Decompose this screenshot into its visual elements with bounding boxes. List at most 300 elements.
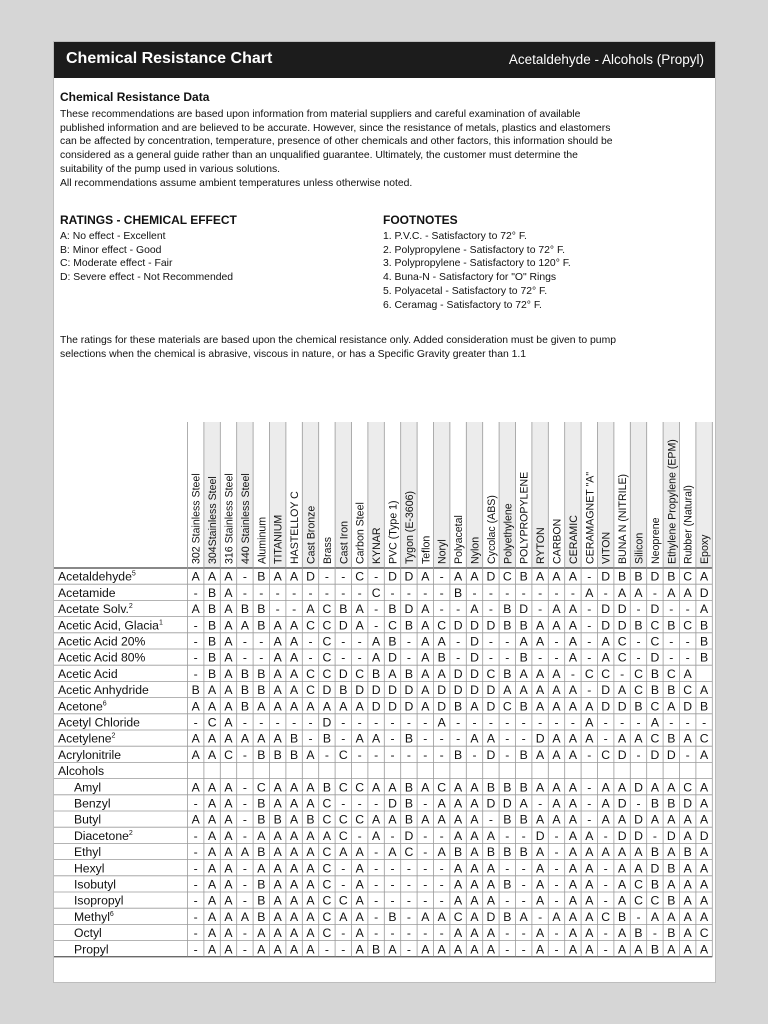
rating-cell: - (439, 893, 444, 908)
rating-cell: A (618, 926, 627, 941)
row-label: Acrylonitrile (58, 747, 121, 762)
rating-cell: A (585, 828, 594, 843)
rating-cell: - (554, 828, 559, 843)
rating-cell: - (341, 877, 346, 892)
row-label: Acetaldehyde$^5$ (58, 569, 136, 584)
rating-cell: - (341, 926, 346, 941)
rating-cell: B (306, 812, 315, 827)
rating-cell: C (666, 666, 676, 681)
rating-cell: A (224, 634, 233, 649)
footnote-ref: 6 (109, 910, 114, 918)
rating-cell: A (536, 618, 545, 633)
rating-cell: D (486, 569, 496, 584)
rating-cell: A (421, 569, 430, 584)
rating-cell: - (242, 893, 247, 908)
rating-cell: - (374, 602, 379, 617)
rating-cell: D (519, 602, 529, 617)
rating-cell: A (470, 812, 479, 827)
rating-cell: - (193, 926, 198, 941)
rating-cell: A (634, 861, 643, 876)
rating-cell: A (257, 699, 266, 714)
ratings-list (60, 230, 233, 285)
rating-cell: A (290, 699, 299, 714)
rating-cell: A (191, 602, 200, 617)
rating-cell: - (242, 926, 247, 941)
rating-cell: A (421, 650, 430, 665)
resistance-table-svg (54, 382, 715, 957)
rating-cell: A (224, 812, 233, 827)
rating-cell: A (683, 877, 692, 892)
rating-cell: D (486, 618, 496, 633)
rating-cell: B (257, 796, 266, 811)
rating-cell: A (536, 747, 545, 762)
intro-line: suitability of the pump used in various solutions. (60, 163, 281, 175)
rating-cell: B (454, 845, 463, 860)
rating-cell: - (259, 634, 264, 649)
rating-cell: A (536, 845, 545, 860)
rating-cell: - (439, 747, 444, 762)
rating-cell: A (568, 926, 577, 941)
rating-cell: - (570, 585, 575, 600)
rating-cell: - (521, 585, 526, 600)
rating-cell: - (357, 585, 362, 600)
rating-cell: D (486, 683, 496, 698)
rating-cell: B (667, 618, 676, 633)
rating-cell: A (224, 731, 233, 746)
footnote-item: 4. Buna-N - Satisfactory for "O" Rings (383, 272, 557, 284)
rating-cell: A (224, 569, 233, 584)
rating-cell: A (273, 634, 282, 649)
rating-cell: A (273, 877, 282, 892)
rating-cell: - (390, 893, 395, 908)
rating-cell: B (404, 796, 413, 811)
rating-cell: A (700, 569, 709, 584)
rating-cell: - (357, 650, 362, 665)
rating-cell: - (193, 877, 198, 892)
rating-cell: A (306, 861, 315, 876)
rating-cell: A (372, 731, 381, 746)
rating-cell: A (470, 699, 479, 714)
rating-cell: D (404, 828, 414, 843)
rating-cell: B (667, 569, 676, 584)
rating-cell: C (453, 909, 463, 924)
rating-cell: A (290, 812, 299, 827)
rating-cell: - (374, 796, 379, 811)
rating-cell: A (208, 893, 217, 908)
rating-cell: C (322, 893, 332, 908)
rating-cell: A (536, 942, 545, 957)
rating-cell: - (357, 634, 362, 649)
rating-cell: - (505, 893, 510, 908)
rating-cell: - (390, 585, 395, 600)
rating-cell: A (290, 780, 299, 795)
rating-cell: B (257, 666, 266, 681)
rating-cell: A (568, 893, 577, 908)
rating-cell: D (601, 569, 611, 584)
rating-cell: A (257, 828, 266, 843)
rating-cell: - (193, 845, 198, 860)
rating-cell: A (290, 877, 299, 892)
resistance-table (54, 382, 715, 957)
rating-cell: A (667, 812, 676, 827)
rating-cell: D (683, 796, 693, 811)
rating-cell: A (306, 926, 315, 941)
rating-cell: - (554, 926, 559, 941)
rating-cell: - (505, 650, 510, 665)
rating-cell: C (683, 618, 693, 633)
rating-cell: A (552, 683, 561, 698)
rating-cell: - (685, 650, 690, 665)
rating-cell: A (355, 731, 364, 746)
column-header: Polyacetal (453, 515, 466, 564)
rating-cell: A (552, 780, 561, 795)
rating-cell: - (702, 715, 707, 730)
rating-cell: B (290, 747, 299, 762)
rating-cell: C (650, 634, 660, 649)
rating-cell: A (700, 780, 709, 795)
rating-cell: B (257, 877, 266, 892)
rating-cell: A (585, 715, 594, 730)
ratings-note (60, 334, 616, 361)
rating-cell: A (224, 909, 233, 924)
rating-cell: - (554, 893, 559, 908)
rating-cell: A (552, 699, 561, 714)
rating-cell: A (585, 926, 594, 941)
rating-cell: - (439, 828, 444, 843)
rating-cell: A (700, 942, 709, 957)
rating-cell: A (290, 828, 299, 843)
rating-cell: A (290, 650, 299, 665)
rating-cell: B (404, 666, 413, 681)
rating-cell: A (454, 861, 463, 876)
row-label: Acetic Acid, Glacia$^1$ (58, 618, 163, 633)
rating-cell: - (242, 812, 247, 827)
rating-cell: A (634, 845, 643, 860)
row-label: Amyl (74, 780, 102, 795)
rating-cell: B (503, 812, 512, 827)
rating-cell: A (306, 845, 315, 860)
rating-cell: A (208, 796, 217, 811)
rating-cell: B (257, 893, 266, 908)
rating-cell: A (486, 877, 495, 892)
rating-cell: A (486, 828, 495, 843)
rating-cell: - (636, 909, 641, 924)
footnote-item: 6. Ceramag - Satisfactory to 72° F. (383, 299, 542, 311)
rating-cell: A (339, 909, 348, 924)
rating-cell: A (372, 780, 381, 795)
rating-cell: D (453, 666, 463, 681)
rating-cell: A (273, 893, 282, 908)
rating-cell: - (538, 602, 543, 617)
rating-cell: A (208, 683, 217, 698)
rating-cell: B (257, 845, 266, 860)
column-header: CERAMIC (567, 515, 580, 564)
rating-cell: D (322, 715, 332, 730)
rating-cell: A (273, 926, 282, 941)
rating-cell: A (519, 683, 528, 698)
rating-cell: - (505, 747, 510, 762)
row-label: Acetic Acid 20% (58, 634, 146, 649)
rating-cell: A (437, 812, 446, 827)
rating-cell: C (224, 747, 233, 762)
rating-cell: - (242, 747, 247, 762)
row-label: Acetamide (58, 585, 116, 600)
rating-cell: - (554, 634, 559, 649)
rating-cell: A (224, 618, 233, 633)
rating-cell: B (273, 812, 282, 827)
rating-cell: A (273, 569, 282, 584)
rating-cell: A (486, 893, 495, 908)
rating-cell: - (587, 747, 592, 762)
rating-cell: - (439, 731, 444, 746)
rating-cell: B (404, 731, 413, 746)
rating-cell: A (224, 602, 233, 617)
rating-cell: - (308, 650, 313, 665)
rating-cell: - (587, 812, 592, 827)
rating-cell: B (503, 909, 512, 924)
rating-cell: B (519, 618, 528, 633)
rating-cell: - (554, 715, 559, 730)
rating-cell: C (388, 618, 397, 633)
rating-cell: A (470, 602, 479, 617)
data-heading: Chemical Resistance Data (60, 90, 210, 104)
rating-cell: - (292, 715, 297, 730)
rating-cell: A (700, 683, 709, 698)
rating-cell: C (306, 618, 315, 633)
rating-cell: D (617, 828, 627, 843)
rating-cell: C (371, 585, 381, 600)
rating-cell: A (470, 909, 479, 924)
rating-cell: - (242, 877, 247, 892)
column-header: PVC (Type 1) (387, 500, 400, 564)
rating-cell: - (242, 715, 247, 730)
rating-cell: B (257, 812, 266, 827)
rating-cell: A (322, 828, 331, 843)
rating-cell: - (685, 634, 690, 649)
rating-cell: A (683, 731, 692, 746)
rating-cell: C (355, 780, 365, 795)
rating-cell: A (536, 634, 545, 649)
row-label: Ethyl (74, 845, 102, 860)
rating-cell: - (423, 926, 428, 941)
rating-cell: - (292, 602, 297, 617)
rating-cell: A (454, 877, 463, 892)
column-header: Cast Iron (338, 521, 351, 564)
rating-cell: C (322, 845, 332, 860)
footnote-item: 2. Polypropylene - Satisfactory to 72° F. (383, 244, 566, 256)
rating-cell: A (421, 602, 430, 617)
rating-cell: A (470, 780, 479, 795)
rating-cell: A (355, 942, 364, 957)
rating-cell: C (486, 666, 496, 681)
rating-cell: - (341, 569, 346, 584)
rating-cell: B (454, 747, 463, 762)
rating-cell: A (470, 796, 479, 811)
rating-cell: A (470, 893, 479, 908)
intro-line: All recommendations assume ambient temperatures unless otherwise noted. (60, 177, 413, 189)
rating-cell: - (488, 602, 493, 617)
rating-cell: D (371, 699, 381, 714)
rating-cell: C (699, 731, 709, 746)
rating-cell: D (666, 828, 676, 843)
rating-cell: - (603, 861, 608, 876)
rating-cell: - (636, 796, 641, 811)
row-label: Butyl (74, 812, 102, 827)
rating-cell: - (488, 650, 493, 665)
rating-cell: A (290, 861, 299, 876)
rating-cell: A (454, 893, 463, 908)
rating-cell: D (617, 618, 627, 633)
rating-cell: D (338, 618, 348, 633)
rating-cell: B (667, 893, 676, 908)
rating-cell: D (650, 569, 660, 584)
rating-cell: D (355, 683, 365, 698)
rating-cell: D (470, 618, 479, 633)
rating-cell: - (423, 585, 428, 600)
rating-cell: - (275, 585, 280, 600)
rating-cell: A (191, 747, 200, 762)
rating-cell: A (388, 845, 397, 860)
rating-cell: B (519, 780, 528, 795)
rating-cell: A (273, 828, 282, 843)
rating-cell: D (601, 602, 611, 617)
rating-cell: C (322, 618, 332, 633)
rating-cell: - (390, 747, 395, 762)
rating-cell: A (700, 796, 709, 811)
rating-cell: - (406, 877, 411, 892)
rating-item: C: Moderate effect - Fair (60, 258, 173, 270)
rating-cell: - (439, 861, 444, 876)
rating-cell: - (603, 828, 608, 843)
rating-cell: - (587, 602, 592, 617)
column-header: Epoxy (699, 534, 712, 564)
rating-cell: - (603, 585, 608, 600)
rating-cell: D (650, 747, 660, 762)
rating-cell: - (324, 569, 329, 584)
rating-cell: A (618, 780, 627, 795)
rating-cell: A (486, 731, 495, 746)
rating-cell: - (554, 861, 559, 876)
rating-cell: - (603, 893, 608, 908)
row-label: Alcohols (58, 764, 105, 779)
rating-cell: C (404, 845, 414, 860)
rating-cell: - (538, 796, 543, 811)
column-header: Tygon (E-3606) (403, 490, 416, 564)
rating-cell: - (603, 731, 608, 746)
rating-cell: C (355, 812, 365, 827)
rating-cell: C (256, 780, 266, 795)
rating-cell: - (423, 796, 428, 811)
rating-cell: C (601, 747, 611, 762)
rating-cell: - (521, 828, 526, 843)
rating-cell: A (568, 650, 577, 665)
rating-cell: A (601, 812, 610, 827)
rating-cell: D (338, 666, 348, 681)
rating-cell: C (355, 666, 365, 681)
rating-cell: - (242, 585, 247, 600)
rating-cell: A (470, 569, 479, 584)
rating-cell: A (650, 715, 659, 730)
rating-cell: - (406, 861, 411, 876)
column-header: Nylon (469, 536, 482, 564)
rating-cell: A (618, 942, 627, 957)
rating-cell: A (585, 909, 594, 924)
rating-cell: C (322, 926, 332, 941)
rating-cell: A (388, 942, 397, 957)
column-header: 316 Stainless Steel (223, 473, 236, 564)
rating-cell: B (208, 585, 217, 600)
rating-cell: A (224, 845, 233, 860)
rating-cell: C (322, 909, 332, 924)
rating-cell: D (404, 569, 414, 584)
rating-item: A: No effect - Excellent (60, 231, 166, 242)
rating-cell: B (650, 666, 659, 681)
rating-cell: A (536, 569, 545, 584)
rating-cell: A (191, 780, 200, 795)
rating-cell: A (601, 845, 610, 860)
rating-cell: C (650, 699, 660, 714)
rating-cell: B (257, 909, 266, 924)
rating-cell: A (273, 650, 282, 665)
rating-cell: A (536, 861, 545, 876)
footnote-item: 1. P.V.C. - Satisfactory to 72° F. (383, 231, 527, 242)
rating-cell: B (519, 699, 528, 714)
rating-cell: - (472, 585, 477, 600)
rating-cell: - (636, 650, 641, 665)
rating-cell: - (193, 861, 198, 876)
rating-cell: A (536, 780, 545, 795)
row-label: Isopropyl (74, 893, 124, 908)
row-label: Acetylene$^2$ (58, 731, 116, 746)
rating-cell: A (257, 926, 266, 941)
rating-cell: D (404, 683, 414, 698)
rating-cell: A (240, 618, 249, 633)
rating-cell: B (454, 699, 463, 714)
rating-cell: - (193, 585, 198, 600)
rating-cell: - (357, 715, 362, 730)
rating-cell: - (472, 715, 477, 730)
rating-cell: D (388, 683, 397, 698)
rating-cell: D (453, 683, 463, 698)
rating-cell: A (306, 877, 315, 892)
rating-cell: - (406, 747, 411, 762)
row-label: Acetone$^6$ (58, 699, 107, 714)
rating-cell: - (423, 893, 428, 908)
rating-cell: - (603, 877, 608, 892)
column-header: VITON (600, 531, 613, 564)
chart-page (54, 42, 715, 982)
rating-cell: - (669, 650, 674, 665)
rating-cell: C (584, 666, 594, 681)
rating-cell: - (505, 585, 510, 600)
rating-cell: A (306, 909, 315, 924)
rating-cell: - (620, 715, 625, 730)
rating-cell: - (357, 828, 362, 843)
rating-cell: A (536, 893, 545, 908)
rating-cell: - (193, 634, 198, 649)
rating-cell: C (306, 666, 315, 681)
rating-cell: B (700, 650, 709, 665)
rating-cell: B (257, 683, 266, 698)
rating-cell: A (618, 861, 627, 876)
rating-cell: A (306, 828, 315, 843)
rating-cell: A (585, 861, 594, 876)
rating-cell: B (667, 796, 676, 811)
rating-cell: - (193, 893, 198, 908)
rating-cell: A (290, 942, 299, 957)
rating-cell: A (552, 909, 561, 924)
column-header: Neoprene (649, 517, 662, 564)
